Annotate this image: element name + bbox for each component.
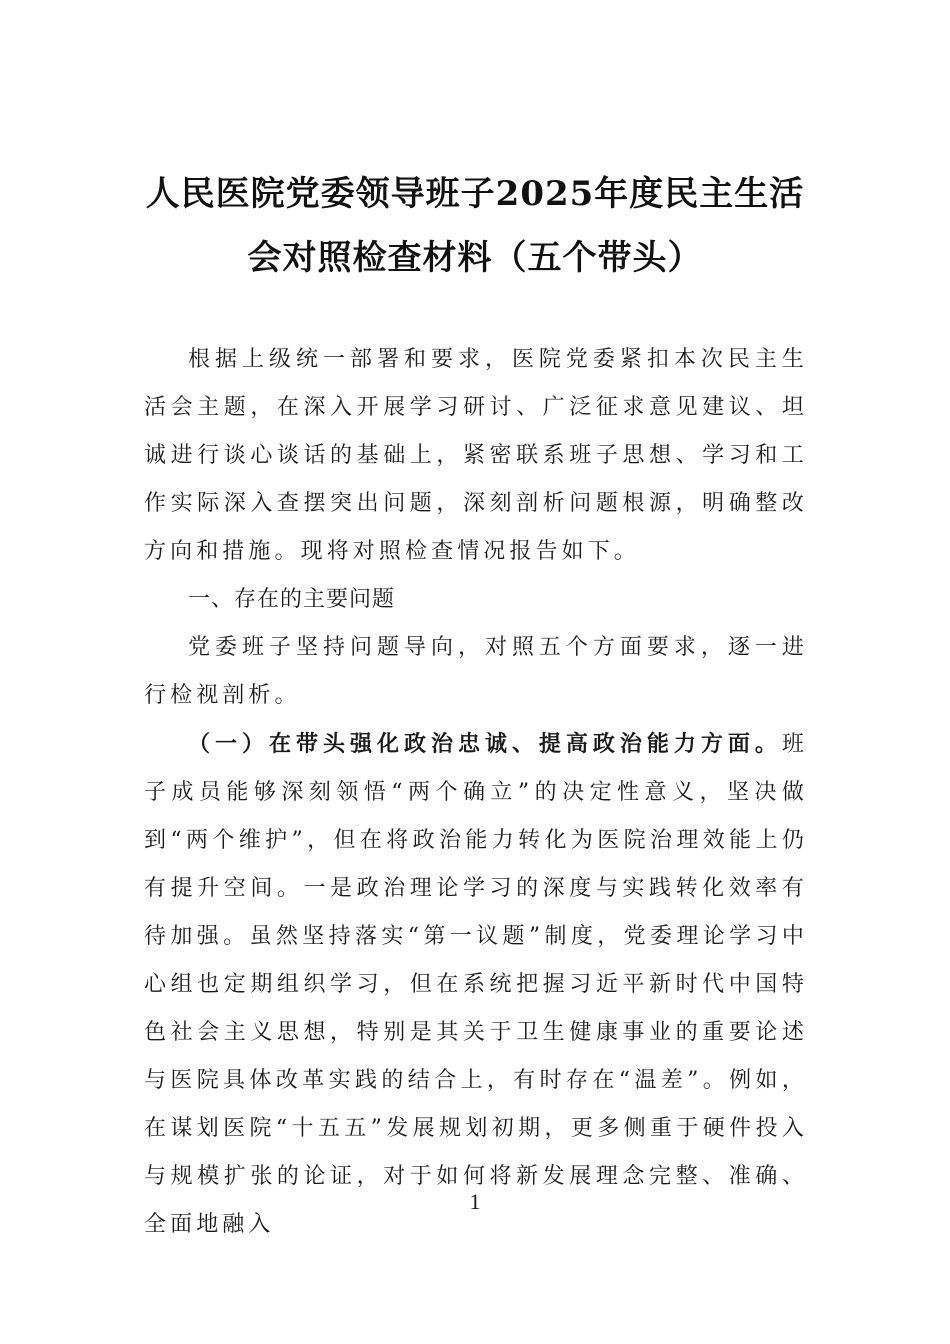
document-body	[144, 336, 808, 1249]
title-line-2: 会对照检查材料（五个带头）	[247, 238, 703, 278]
section-heading: 一、存在的主要问题	[188, 587, 396, 612]
document-title	[140, 162, 810, 290]
intro-paragraph: 根据上级统一部署和要求，医院党委紧扣本次民主生活会主题，在深入开展学习研讨、广泛征求意见建议、坦诚进行谈心谈话的基础上，紧密联系班子思想、学习和工作实际深入查摆突出问题，深刻剖析问题根源，明确整改方向和措施。现将对照检查情况报告如下。	[144, 347, 808, 564]
title-line-1: 人民医院党委领导班子2025年度民主生活	[145, 174, 805, 214]
item-paragraph	[144, 720, 808, 1249]
item-text: 班子成员能够深刻领悟“两个确立”的决定性意义，坚决做到“两个维护”，但在将政治能力转化为医院治理效能上仍有提升空间。一是政治理论学习的深度与实践转化效率有待加强。虽然坚持落实“第一议题”制度，党委理论学习中心组也定期组织学习，但在系统把握习近平新时代中国特色社会主义思想，特别是其关于卫生健康事业的重要论述与医院具体改革实践的结合上，有时存在“温差”。例如，在谋划医院“十五五”发展规划初期，更多侧重于硬件投入与规模扩张的论证，对于如何将新发展理念完整、准确、全面地融入	[144, 732, 808, 1237]
page-number: 1	[469, 1189, 481, 1214]
section-intro-paragraph: 党委班子坚持问题导向，对照五个方面要求，逐一进行检视剖析。	[144, 635, 808, 708]
item-lead: （一）在带头强化政治忠诚、提高政治能力方面。	[188, 731, 782, 757]
